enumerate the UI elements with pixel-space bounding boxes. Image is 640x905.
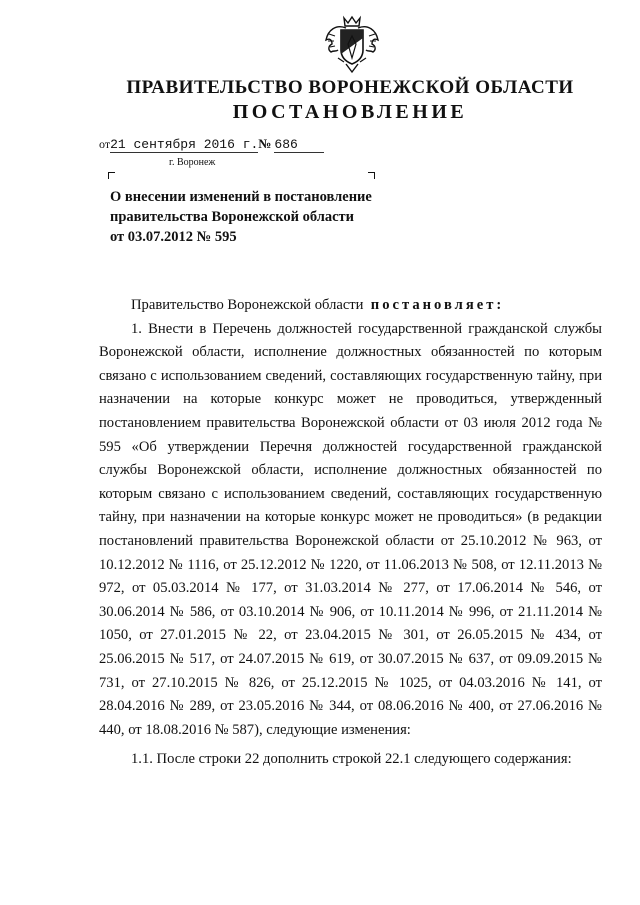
document-number: 686 — [274, 137, 298, 152]
government-title: ПРАВИТЕЛЬСТВО ВОРОНЕЖСКОЙ ОБЛАСТИ — [126, 77, 574, 98]
city: г. Воронеж — [169, 157, 216, 168]
subject-line: правительства Воронежской области — [110, 209, 355, 225]
preamble-verb: постановляет: — [370, 297, 505, 313]
number-field — [274, 137, 324, 153]
date-line — [99, 136, 324, 153]
subject-line: О внесении изменений в постановление — [110, 189, 372, 205]
paragraph-1: 1. Внести в Перечень должностей государственной гражданской службы Воронежской области, исполнение должностных обязанностей по которым связано с использованием сведений, составляющих государственную тайну, при назначении на которые конкурс может не проводиться, утвержденный постановлением правительства Воронежской области от 03 июля 2012 года № 595 «Об утверждении Перечня должностей государственной гражданской службы Воронежской области, исполнение должностных обязанностей по которым связано с использованием сведений, составляющих государственную тайну, при назначении на которые конкурс может не проводиться» (в редакции постановлений правительства Воронежской области от 25.10.2012 № 963, от 10.12.2012 № 1116, от 25.12.2012 № 1220, от 11.06.2013 № 508, от 12.11.2013 № 972, от 05.03.2014 № 177, от 31.03.2014 № 277, от 17.06.2014 № 546, от 30.06.2014 № 586, от 03.10.2014 № 906, от 10.11.2014 № 996, от 21.11.2014 № 1050, от 27.01.2015 № 22, от 23.04.2015 № 301, от 26.05.2015 № 434, от 25.06.2015 № 517, от 24.07.2015 № 619, от 30.07.2015 № 637, от 09.09.2015 № 731, от 27.10.2015 № 826, от 25.12.2015 № 1025, от 04.03.2016 № 141, от 28.04.2016 № 289, от 23.05.2016 № 344, от 08.06.2016 № 400, от 27.06.2016 № 440, от 18.08.2016 № 587), следующие изменения: — [99, 320, 602, 738]
subject-corner-left — [108, 172, 115, 179]
paragraph-1-1: 1.1. После строки 22 дополнить строкой 22.1 следующего содержания: — [131, 751, 572, 768]
subject-block — [110, 187, 410, 247]
subject-corner-right — [368, 172, 375, 179]
number-sign: № — [258, 136, 272, 151]
date-prefix: от — [99, 137, 111, 151]
document-date: 21 сентября 2016 г. — [110, 137, 259, 152]
document-type: ПОСТАНОВЛЕНИЕ — [232, 101, 468, 123]
coat-of-arms-icon — [322, 14, 382, 76]
subject-line: от 03.07.2012 № 595 — [110, 229, 237, 245]
preamble — [99, 294, 602, 318]
preamble-subject: Правительство Воронежской области — [131, 297, 364, 313]
document-body — [99, 294, 602, 772]
date-field — [110, 137, 258, 153]
